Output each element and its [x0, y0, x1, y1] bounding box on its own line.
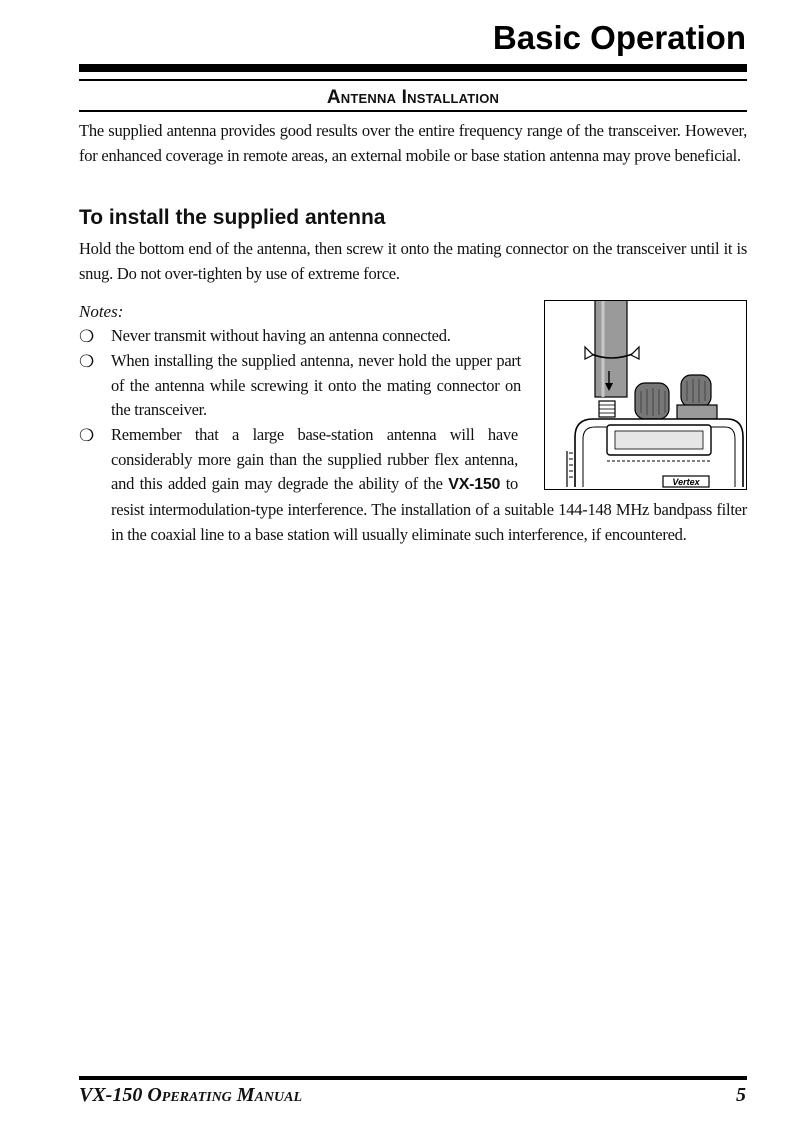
note-item: When installing the supplied antenna, never hold the upper part of the antenna while screwing it onto the mating connector on the transceiver.: [111, 351, 521, 420]
header-rule-thin: [79, 79, 747, 81]
note-text: Remember that a large base-station antenna will have considerably more gain than the supplied rubber flex antenna, and this added gain may degrade the ability of the: [111, 425, 518, 494]
page-title: Basic Operation: [492, 19, 746, 56]
antenna-installation-figure: [544, 300, 747, 490]
install-paragraph: Hold the bottom end of the antenna, then screw it onto the mating connector on the transceiver until it is snug. Do not over-tighten by use of extreme force.: [79, 239, 747, 283]
section-heading-rule: [79, 110, 747, 112]
bullet-icon: ❍: [79, 426, 95, 445]
bullet-icon: ❍: [79, 352, 95, 371]
note-text: to resist intermodulation-type interference. The installation of a suitable 144-148 MHz bandpass filter in the coaxial line to a base station will usually eliminate such interference, if encountered.: [111, 474, 747, 544]
transceiver-illustration: [545, 301, 745, 488]
note-item: Never transmit without having an antenna connected.: [111, 326, 451, 345]
notes-label: Notes:: [79, 302, 124, 321]
footer-manual-title: VX-150 Operating Manual: [79, 1084, 303, 1106]
bullet-icon: ❍: [79, 327, 95, 346]
model-name: VX-150: [448, 476, 501, 494]
install-heading: To install the supplied antenna: [79, 206, 386, 229]
page-number: 5: [736, 1084, 746, 1106]
intro-paragraph: The supplied antenna provides good results over the entire frequency range of the transceiver. However, for enhanced coverage in remote areas, an external mobile or base station antenna may prove beneficial.: [79, 121, 747, 165]
brand-label: Vertex: [672, 477, 700, 487]
header-rule-thick: [79, 64, 747, 72]
footer-rule: [79, 1076, 747, 1080]
section-heading: Antenna Installation: [326, 87, 500, 108]
